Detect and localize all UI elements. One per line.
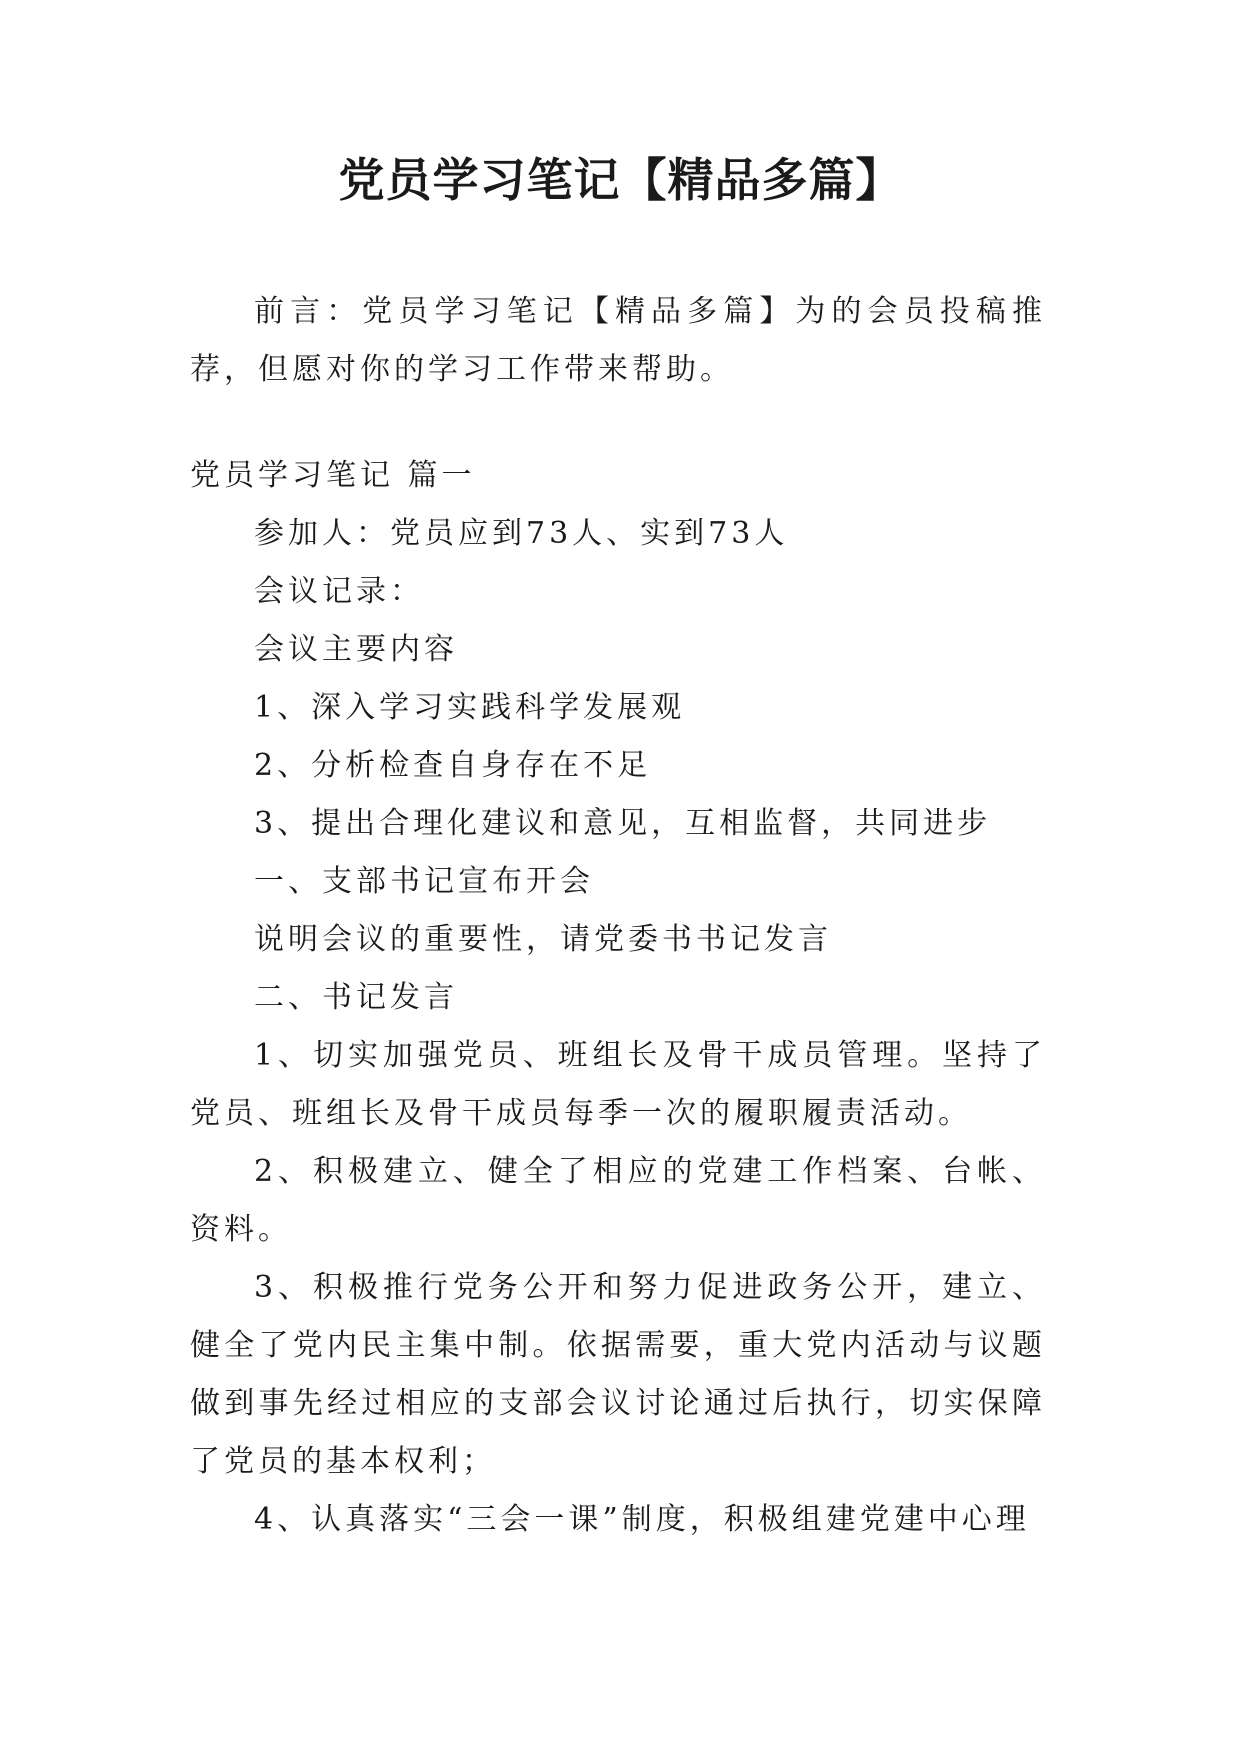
- body-paragraph: 2、分析检查自身存在不足: [254, 748, 652, 783]
- body-paragraph: 说明会议的重要性，请党委书书记发言: [254, 922, 832, 957]
- body-paragraph: 一、支部书记宣布开会: [254, 864, 594, 899]
- body-paragraph: 1、切实加强党员、班组长及骨干成员管理。坚持了党员、班组长及骨干成员每季一次的履职履责活动。: [190, 1038, 1046, 1131]
- preface-paragraph: 前言：党员学习笔记【精品多篇】为的会员投稿推荐，但愿对你的学习工作带来帮助。: [190, 294, 1046, 387]
- body-paragraph: 4、认真落实“三会一课”制度，积极组建党建中心理: [254, 1502, 1030, 1537]
- body-paragraph: 参加人：党员应到73人、实到73人: [254, 516, 789, 551]
- body-paragraph: 3、提出合理化建议和意见，互相监督，共同进步: [254, 806, 992, 841]
- body-paragraph: 二、书记发言: [254, 980, 458, 1015]
- body-paragraph: 会议记录：: [254, 574, 424, 609]
- page-title: 党员学习笔记【精品多篇】: [338, 153, 903, 207]
- document-body: [190, 283, 1046, 1549]
- section-heading: 党员学习笔记 篇一: [190, 458, 476, 493]
- body-paragraph: 3、积极推行党务公开和努力促进政务公开，建立、健全了党内民主集中制。依据需要，重大党内活动与议题做到事先经过相应的支部会议讨论通过后执行，切实保障了党员的基本权利；: [190, 1270, 1046, 1479]
- body-paragraph: 会议主要内容: [254, 632, 458, 667]
- body-paragraph: 2、积极建立、健全了相应的党建工作档案、台帐、资料。: [190, 1154, 1046, 1247]
- body-paragraph: 1、深入学习实践科学发展观: [254, 690, 686, 725]
